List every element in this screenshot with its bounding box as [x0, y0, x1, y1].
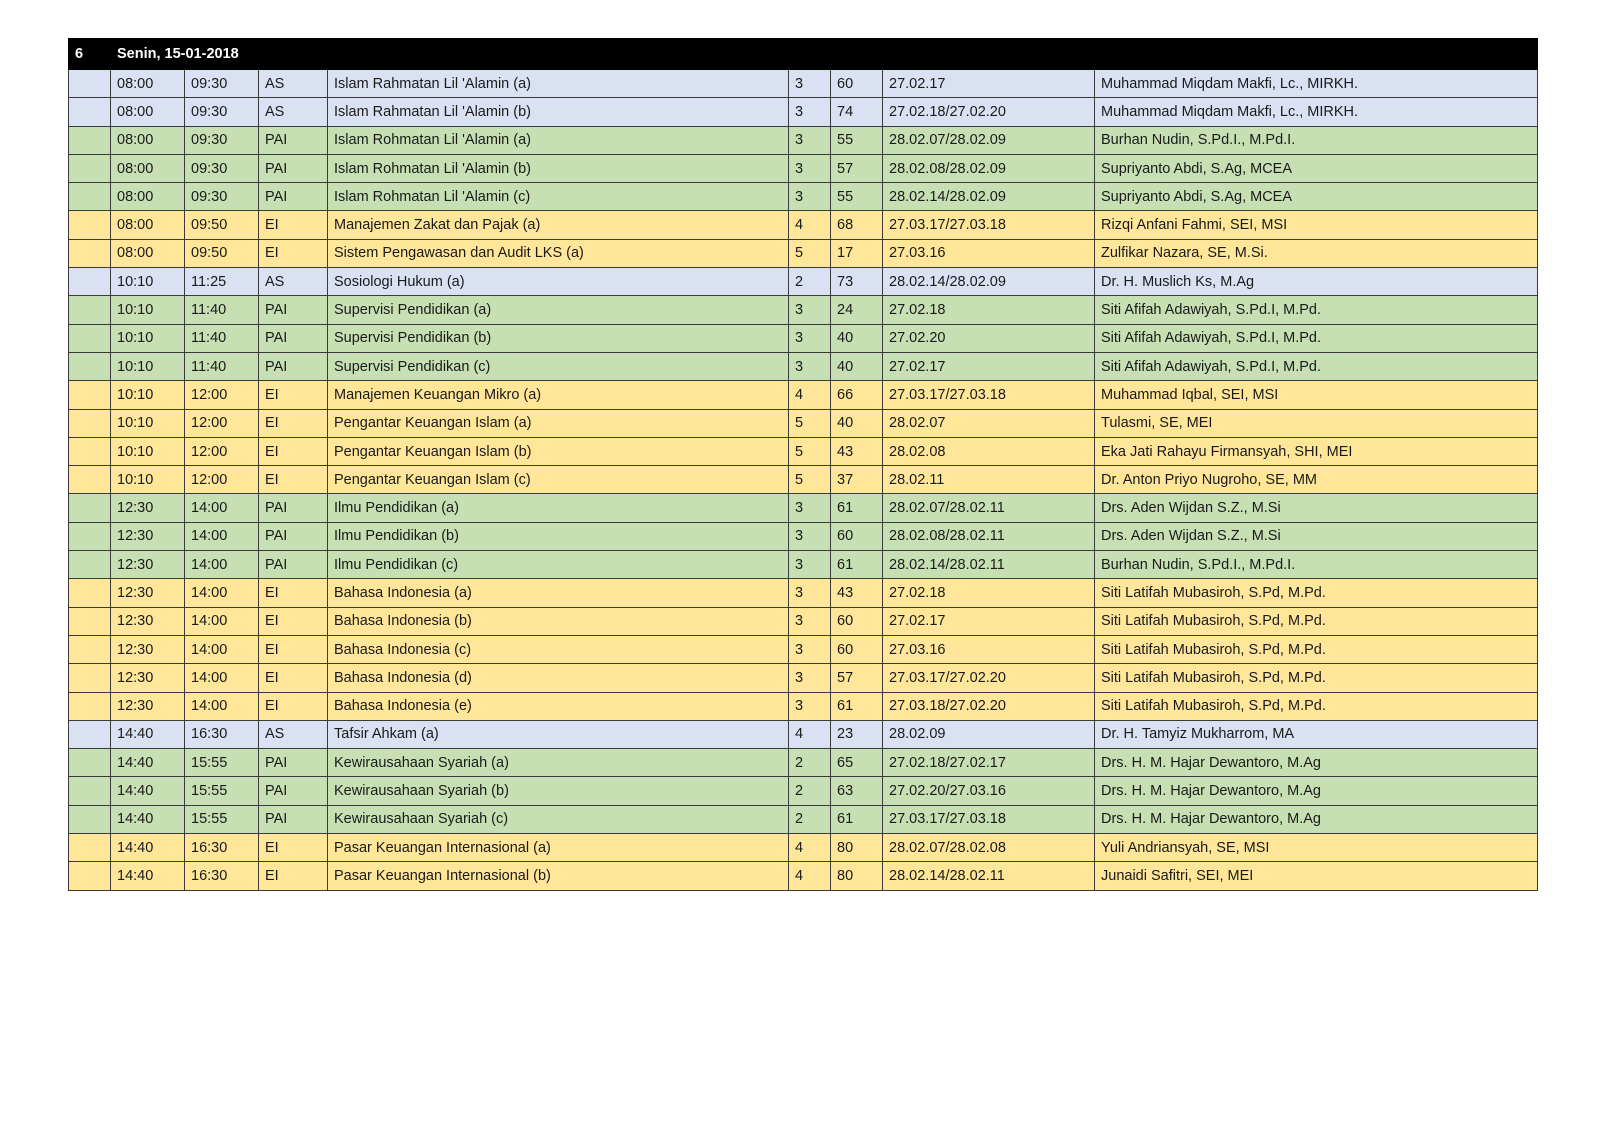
end-time-cell: 09:30: [185, 126, 259, 154]
empty-cell: [69, 437, 111, 465]
room-cell: 28.02.07/28.02.09: [883, 126, 1095, 154]
end-time-cell: 16:30: [185, 862, 259, 890]
lecturer-cell: Drs. H. M. Hajar Dewantoro, M.Ag: [1095, 805, 1538, 833]
program-cell: PAI: [259, 777, 328, 805]
end-time-cell: 14:00: [185, 607, 259, 635]
end-time-cell: 16:30: [185, 720, 259, 748]
start-time-cell: 10:10: [111, 409, 185, 437]
table-row: [69, 494, 1538, 522]
course-cell: Bahasa Indonesia (c): [328, 635, 789, 663]
table-row: [69, 409, 1538, 437]
program-cell: PAI: [259, 749, 328, 777]
credits-cell: 3: [789, 551, 831, 579]
course-cell: Kewirausahaan Syariah (b): [328, 777, 789, 805]
credits-cell: 3: [789, 494, 831, 522]
table-row: [69, 635, 1538, 663]
course-cell: Kewirausahaan Syariah (a): [328, 749, 789, 777]
credits-cell: 3: [789, 352, 831, 380]
program-cell: EI: [259, 579, 328, 607]
room-cell: 27.03.16: [883, 635, 1095, 663]
end-time-cell: 09:30: [185, 98, 259, 126]
credits-cell: 3: [789, 126, 831, 154]
end-time-cell: 12:00: [185, 381, 259, 409]
credits-cell: 4: [789, 720, 831, 748]
room-cell: 27.02.20: [883, 324, 1095, 352]
course-cell: Supervisi Pendidikan (b): [328, 324, 789, 352]
room-cell: 27.02.17: [883, 352, 1095, 380]
start-time-cell: 12:30: [111, 607, 185, 635]
students-cell: 24: [831, 296, 883, 324]
lecturer-cell: Siti Latifah Mubasiroh, S.Pd, M.Pd.: [1095, 607, 1538, 635]
room-cell: 28.02.09: [883, 720, 1095, 748]
end-time-cell: 09:30: [185, 183, 259, 211]
lecturer-cell: Muhammad Miqdam Makfi, Lc., MIRKH.: [1095, 70, 1538, 98]
empty-cell: [69, 692, 111, 720]
program-cell: PAI: [259, 494, 328, 522]
room-cell: 27.02.18: [883, 579, 1095, 607]
table-row: [69, 268, 1538, 296]
table-row: [69, 352, 1538, 380]
table-row: [69, 70, 1538, 98]
end-time-cell: 09:50: [185, 239, 259, 267]
day-number: 6: [69, 39, 111, 70]
room-cell: 27.02.18: [883, 296, 1095, 324]
students-cell: 80: [831, 862, 883, 890]
start-time-cell: 08:00: [111, 154, 185, 182]
day-date: Senin, 15-01-2018: [111, 39, 1538, 70]
room-cell: 28.02.08: [883, 437, 1095, 465]
empty-cell: [69, 268, 111, 296]
course-cell: Islam Rohmatan Lil 'Alamin (a): [328, 126, 789, 154]
schedule-body: [69, 39, 1538, 891]
program-cell: EI: [259, 692, 328, 720]
empty-cell: [69, 664, 111, 692]
students-cell: 61: [831, 551, 883, 579]
room-cell: 27.02.20/27.03.16: [883, 777, 1095, 805]
credits-cell: 3: [789, 98, 831, 126]
course-cell: Manajemen Keuangan Mikro (a): [328, 381, 789, 409]
course-cell: Pengantar Keuangan Islam (c): [328, 466, 789, 494]
lecturer-cell: Dr. H. Tamyiz Mukharrom, MA: [1095, 720, 1538, 748]
empty-cell: [69, 862, 111, 890]
students-cell: 43: [831, 437, 883, 465]
lecturer-cell: Supriyanto Abdi, S.Ag, MCEA: [1095, 154, 1538, 182]
room-cell: 28.02.14/28.02.11: [883, 862, 1095, 890]
table-row: [69, 805, 1538, 833]
room-cell: 27.02.17: [883, 70, 1095, 98]
start-time-cell: 14:40: [111, 720, 185, 748]
end-time-cell: 14:00: [185, 579, 259, 607]
end-time-cell: 11:40: [185, 324, 259, 352]
course-cell: Islam Rohmatan Lil 'Alamin (c): [328, 183, 789, 211]
start-time-cell: 12:30: [111, 522, 185, 550]
empty-cell: [69, 296, 111, 324]
empty-cell: [69, 777, 111, 805]
start-time-cell: 14:40: [111, 777, 185, 805]
start-time-cell: 10:10: [111, 437, 185, 465]
credits-cell: 3: [789, 522, 831, 550]
lecturer-cell: Tulasmi, SE, MEI: [1095, 409, 1538, 437]
program-cell: EI: [259, 211, 328, 239]
room-cell: 28.02.08/28.02.09: [883, 154, 1095, 182]
lecturer-cell: Yuli Andriansyah, SE, MSI: [1095, 834, 1538, 862]
program-cell: EI: [259, 834, 328, 862]
lecturer-cell: Muhammad Iqbal, SEI, MSI: [1095, 381, 1538, 409]
students-cell: 60: [831, 635, 883, 663]
table-row: [69, 126, 1538, 154]
table-row: [69, 664, 1538, 692]
students-cell: 63: [831, 777, 883, 805]
course-cell: Bahasa Indonesia (d): [328, 664, 789, 692]
course-cell: Islam Rahmatan Lil 'Alamin (a): [328, 70, 789, 98]
end-time-cell: 14:00: [185, 494, 259, 522]
students-cell: 80: [831, 834, 883, 862]
empty-cell: [69, 466, 111, 494]
students-cell: 66: [831, 381, 883, 409]
lecturer-cell: Drs. H. M. Hajar Dewantoro, M.Ag: [1095, 777, 1538, 805]
students-cell: 55: [831, 126, 883, 154]
lecturer-cell: Siti Latifah Mubasiroh, S.Pd, M.Pd.: [1095, 692, 1538, 720]
credits-cell: 2: [789, 777, 831, 805]
empty-cell: [69, 805, 111, 833]
students-cell: 17: [831, 239, 883, 267]
end-time-cell: 12:00: [185, 409, 259, 437]
students-cell: 60: [831, 70, 883, 98]
room-cell: 28.02.11: [883, 466, 1095, 494]
end-time-cell: 12:00: [185, 466, 259, 494]
course-cell: Supervisi Pendidikan (c): [328, 352, 789, 380]
program-cell: EI: [259, 239, 328, 267]
credits-cell: 4: [789, 211, 831, 239]
program-cell: PAI: [259, 522, 328, 550]
credits-cell: 2: [789, 268, 831, 296]
course-cell: Supervisi Pendidikan (a): [328, 296, 789, 324]
table-row: [69, 239, 1538, 267]
course-cell: Sosiologi Hukum (a): [328, 268, 789, 296]
room-cell: 27.03.16: [883, 239, 1095, 267]
lecturer-cell: Zulfikar Nazara, SE, M.Si.: [1095, 239, 1538, 267]
course-cell: Pengantar Keuangan Islam (a): [328, 409, 789, 437]
room-cell: 28.02.08/28.02.11: [883, 522, 1095, 550]
lecturer-cell: Siti Afifah Adawiyah, S.Pd.I, M.Pd.: [1095, 296, 1538, 324]
table-row: [69, 777, 1538, 805]
program-cell: PAI: [259, 551, 328, 579]
credits-cell: 5: [789, 437, 831, 465]
room-cell: 28.02.14/28.02.09: [883, 183, 1095, 211]
students-cell: 73: [831, 268, 883, 296]
credits-cell: 3: [789, 324, 831, 352]
students-cell: 40: [831, 409, 883, 437]
start-time-cell: 10:10: [111, 268, 185, 296]
credits-cell: 4: [789, 834, 831, 862]
empty-cell: [69, 494, 111, 522]
lecturer-cell: Junaidi Safitri, SEI, MEI: [1095, 862, 1538, 890]
start-time-cell: 08:00: [111, 211, 185, 239]
program-cell: AS: [259, 70, 328, 98]
empty-cell: [69, 70, 111, 98]
room-cell: 27.03.17/27.03.18: [883, 805, 1095, 833]
start-time-cell: 08:00: [111, 98, 185, 126]
start-time-cell: 08:00: [111, 126, 185, 154]
course-cell: Tafsir Ahkam (a): [328, 720, 789, 748]
table-row: [69, 98, 1538, 126]
empty-cell: [69, 239, 111, 267]
program-cell: PAI: [259, 805, 328, 833]
lecturer-cell: Siti Latifah Mubasiroh, S.Pd, M.Pd.: [1095, 664, 1538, 692]
end-time-cell: 11:40: [185, 296, 259, 324]
students-cell: 61: [831, 494, 883, 522]
lecturer-cell: Siti Latifah Mubasiroh, S.Pd, M.Pd.: [1095, 579, 1538, 607]
room-cell: 28.02.14/28.02.09: [883, 268, 1095, 296]
course-cell: Pasar Keuangan Internasional (a): [328, 834, 789, 862]
credits-cell: 3: [789, 154, 831, 182]
course-cell: Ilmu Pendidikan (a): [328, 494, 789, 522]
lecturer-cell: Burhan Nudin, S.Pd.I., M.Pd.I.: [1095, 126, 1538, 154]
students-cell: 61: [831, 692, 883, 720]
start-time-cell: 12:30: [111, 664, 185, 692]
credits-cell: 3: [789, 664, 831, 692]
program-cell: EI: [259, 381, 328, 409]
program-cell: EI: [259, 664, 328, 692]
program-cell: EI: [259, 635, 328, 663]
table-row: [69, 749, 1538, 777]
table-row: [69, 862, 1538, 890]
room-cell: 28.02.07/28.02.11: [883, 494, 1095, 522]
table-row: [69, 211, 1538, 239]
program-cell: EI: [259, 409, 328, 437]
empty-cell: [69, 607, 111, 635]
students-cell: 60: [831, 607, 883, 635]
credits-cell: 4: [789, 381, 831, 409]
start-time-cell: 12:30: [111, 494, 185, 522]
lecturer-cell: Muhammad Miqdam Makfi, Lc., MIRKH.: [1095, 98, 1538, 126]
empty-cell: [69, 381, 111, 409]
program-cell: EI: [259, 862, 328, 890]
program-cell: PAI: [259, 324, 328, 352]
course-cell: Pengantar Keuangan Islam (b): [328, 437, 789, 465]
lecturer-cell: Burhan Nudin, S.Pd.I., M.Pd.I.: [1095, 551, 1538, 579]
empty-cell: [69, 635, 111, 663]
start-time-cell: 12:30: [111, 692, 185, 720]
lecturer-cell: Siti Latifah Mubasiroh, S.Pd, M.Pd.: [1095, 635, 1538, 663]
credits-cell: 2: [789, 749, 831, 777]
start-time-cell: 12:30: [111, 579, 185, 607]
course-cell: Bahasa Indonesia (e): [328, 692, 789, 720]
start-time-cell: 14:40: [111, 834, 185, 862]
empty-cell: [69, 98, 111, 126]
lecturer-cell: Dr. Anton Priyo Nugroho, SE, MM: [1095, 466, 1538, 494]
lecturer-cell: Siti Afifah Adawiyah, S.Pd.I, M.Pd.: [1095, 324, 1538, 352]
program-cell: AS: [259, 98, 328, 126]
students-cell: 68: [831, 211, 883, 239]
table-row: [69, 551, 1538, 579]
start-time-cell: 10:10: [111, 352, 185, 380]
program-cell: AS: [259, 268, 328, 296]
program-cell: PAI: [259, 352, 328, 380]
table-row: [69, 154, 1538, 182]
empty-cell: [69, 409, 111, 437]
students-cell: 61: [831, 805, 883, 833]
students-cell: 57: [831, 154, 883, 182]
empty-cell: [69, 183, 111, 211]
course-cell: Manajemen Zakat dan Pajak (a): [328, 211, 789, 239]
room-cell: 27.03.17/27.02.20: [883, 664, 1095, 692]
credits-cell: 5: [789, 409, 831, 437]
end-time-cell: 14:00: [185, 635, 259, 663]
start-time-cell: 10:10: [111, 381, 185, 409]
empty-cell: [69, 154, 111, 182]
program-cell: PAI: [259, 154, 328, 182]
lecturer-cell: Rizqi Anfani Fahmi, SEI, MSI: [1095, 211, 1538, 239]
lecturer-cell: Eka Jati Rahayu Firmansyah, SHI, MEI: [1095, 437, 1538, 465]
table-row: [69, 381, 1538, 409]
students-cell: 74: [831, 98, 883, 126]
room-cell: 27.03.18/27.02.20: [883, 692, 1095, 720]
credits-cell: 5: [789, 239, 831, 267]
credits-cell: 3: [789, 183, 831, 211]
end-time-cell: 14:00: [185, 551, 259, 579]
lecturer-cell: Drs. H. M. Hajar Dewantoro, M.Ag: [1095, 749, 1538, 777]
course-cell: Bahasa Indonesia (a): [328, 579, 789, 607]
start-time-cell: 12:30: [111, 635, 185, 663]
start-time-cell: 08:00: [111, 239, 185, 267]
end-time-cell: 15:55: [185, 749, 259, 777]
end-time-cell: 14:00: [185, 522, 259, 550]
empty-cell: [69, 324, 111, 352]
course-cell: Islam Rahmatan Lil 'Alamin (b): [328, 98, 789, 126]
empty-cell: [69, 834, 111, 862]
lecturer-cell: Drs. Aden Wijdan S.Z., M.Si: [1095, 522, 1538, 550]
table-row: [69, 692, 1538, 720]
table-row: [69, 579, 1538, 607]
empty-cell: [69, 522, 111, 550]
credits-cell: 3: [789, 70, 831, 98]
empty-cell: [69, 211, 111, 239]
end-time-cell: 14:00: [185, 692, 259, 720]
credits-cell: 3: [789, 692, 831, 720]
table-row: [69, 324, 1538, 352]
room-cell: 27.02.18/27.02.17: [883, 749, 1095, 777]
day-header-row: [69, 39, 1538, 70]
credits-cell: 3: [789, 607, 831, 635]
table-row: [69, 466, 1538, 494]
students-cell: 37: [831, 466, 883, 494]
end-time-cell: 14:00: [185, 664, 259, 692]
credits-cell: 3: [789, 296, 831, 324]
empty-cell: [69, 126, 111, 154]
credits-cell: 3: [789, 579, 831, 607]
end-time-cell: 11:40: [185, 352, 259, 380]
lecturer-cell: Dr. H. Muslich Ks, M.Ag: [1095, 268, 1538, 296]
schedule-table: [68, 38, 1538, 891]
course-cell: Ilmu Pendidikan (b): [328, 522, 789, 550]
room-cell: 28.02.07/28.02.08: [883, 834, 1095, 862]
empty-cell: [69, 551, 111, 579]
lecturer-cell: Supriyanto Abdi, S.Ag, MCEA: [1095, 183, 1538, 211]
room-cell: 28.02.14/28.02.11: [883, 551, 1095, 579]
room-cell: 27.03.17/27.03.18: [883, 211, 1095, 239]
course-cell: Ilmu Pendidikan (c): [328, 551, 789, 579]
program-cell: PAI: [259, 296, 328, 324]
table-row: [69, 183, 1538, 211]
program-cell: EI: [259, 437, 328, 465]
empty-cell: [69, 720, 111, 748]
room-cell: 27.03.17/27.03.18: [883, 381, 1095, 409]
credits-cell: 4: [789, 862, 831, 890]
empty-cell: [69, 579, 111, 607]
end-time-cell: 09:30: [185, 154, 259, 182]
program-cell: AS: [259, 720, 328, 748]
start-time-cell: 12:30: [111, 551, 185, 579]
course-cell: Sistem Pengawasan dan Audit LKS (a): [328, 239, 789, 267]
program-cell: EI: [259, 607, 328, 635]
empty-cell: [69, 749, 111, 777]
course-cell: Pasar Keuangan Internasional (b): [328, 862, 789, 890]
program-cell: EI: [259, 466, 328, 494]
program-cell: PAI: [259, 183, 328, 211]
course-cell: Islam Rohmatan Lil 'Alamin (b): [328, 154, 789, 182]
end-time-cell: 09:50: [185, 211, 259, 239]
start-time-cell: 10:10: [111, 324, 185, 352]
students-cell: 57: [831, 664, 883, 692]
table-row: [69, 834, 1538, 862]
start-time-cell: 14:40: [111, 749, 185, 777]
table-row: [69, 720, 1538, 748]
start-time-cell: 08:00: [111, 183, 185, 211]
students-cell: 40: [831, 324, 883, 352]
course-cell: Kewirausahaan Syariah (c): [328, 805, 789, 833]
end-time-cell: 11:25: [185, 268, 259, 296]
lecturer-cell: Drs. Aden Wijdan S.Z., M.Si: [1095, 494, 1538, 522]
end-time-cell: 16:30: [185, 834, 259, 862]
lecturer-cell: Siti Afifah Adawiyah, S.Pd.I, M.Pd.: [1095, 352, 1538, 380]
room-cell: 27.02.18/27.02.20: [883, 98, 1095, 126]
program-cell: PAI: [259, 126, 328, 154]
students-cell: 60: [831, 522, 883, 550]
students-cell: 55: [831, 183, 883, 211]
end-time-cell: 15:55: [185, 805, 259, 833]
start-time-cell: 10:10: [111, 296, 185, 324]
students-cell: 65: [831, 749, 883, 777]
students-cell: 23: [831, 720, 883, 748]
empty-cell: [69, 352, 111, 380]
table-row: [69, 296, 1538, 324]
start-time-cell: 14:40: [111, 805, 185, 833]
end-time-cell: 12:00: [185, 437, 259, 465]
students-cell: 43: [831, 579, 883, 607]
start-time-cell: 10:10: [111, 466, 185, 494]
room-cell: 27.02.17: [883, 607, 1095, 635]
course-cell: Bahasa Indonesia (b): [328, 607, 789, 635]
start-time-cell: 08:00: [111, 70, 185, 98]
table-row: [69, 437, 1538, 465]
credits-cell: 2: [789, 805, 831, 833]
students-cell: 40: [831, 352, 883, 380]
start-time-cell: 14:40: [111, 862, 185, 890]
end-time-cell: 15:55: [185, 777, 259, 805]
table-row: [69, 522, 1538, 550]
room-cell: 28.02.07: [883, 409, 1095, 437]
credits-cell: 3: [789, 635, 831, 663]
end-time-cell: 09:30: [185, 70, 259, 98]
credits-cell: 5: [789, 466, 831, 494]
table-row: [69, 607, 1538, 635]
